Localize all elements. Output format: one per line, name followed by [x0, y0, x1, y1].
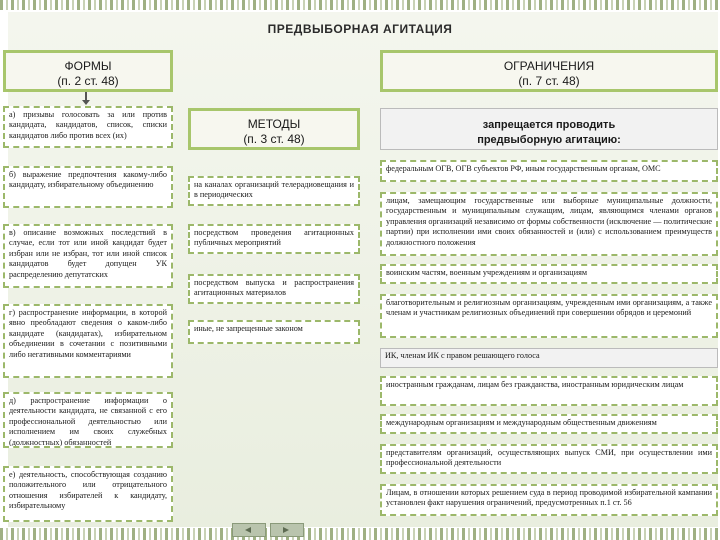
method-item-1: на каналах организаций телерадиовещания и в периодических [188, 176, 360, 206]
form-item-f: е) деятельность, способствующая созданию положительного или отрицательного отношения избирателей к кандидату, избирательному [3, 466, 173, 522]
methods-header [188, 108, 360, 150]
methods-header-title: МЕТОДЫ [247, 117, 301, 131]
restriction-item-7: международным организациям и международным общественным движениям [380, 414, 718, 434]
form-item-b: б) выражение предпочтения какому-либо кандидату, избирательному объединению [3, 166, 173, 208]
arrow-right-icon[interactable] [270, 523, 304, 537]
form-item-a: а) призывы голосовать за или против кандидата, кандидатов, список, списки кандидатов либо против всех (их) [3, 106, 173, 148]
restriction-item-2: лицам, замещающим государственные или выборные муниципальные должности, государственным и муниципальным служащим, лицам, являющимся членами органов управления организаций независимо от формы собственности (исключение — политические партии) при исполнении ими своих обязанностей и (или) с использованием преимуществ должностного положения [380, 192, 718, 256]
forms-header [3, 50, 173, 92]
forms-header-title: ФОРМЫ [64, 59, 112, 73]
arrow-head-icon [82, 100, 90, 105]
restriction-item-6: иностранным гражданам, лицам без гражданства, иностранным юридическим лицам [380, 376, 718, 406]
method-item-4: иные, не запрещенные законом [188, 320, 360, 344]
form-item-d: г) распространение информации, в которой явно преобладают сведения о каком-либо кандидате (кандидатах), избирательном объединении в сочетании с позитивными либо негативными комментариями [3, 304, 173, 378]
method-item-2: посредством проведения агитационных публичных мероприятий [188, 224, 360, 254]
prohibited-header [380, 108, 718, 150]
form-item-e: д) распространение информации о деятельности кандидата, не связанной с его профессиональной деятельностью или исполнением им своих служебных (должностных) обязанностей [3, 392, 173, 448]
prohibited-header-line1: запрещается проводить [482, 119, 616, 131]
method-item-3: посредством выпуска и распространения агитационных материалов [188, 274, 360, 304]
restriction-item-8: представителям организаций, осуществляющих выпуск СМИ, при осуществлении ими профессиональной деятельности [380, 444, 718, 474]
restriction-item-9: Лицам, в отношении которых решением суда в период проводимой избирательной кампании установлен факт нарушения ограничений, предусмотренных п.1 ст. 56 [380, 484, 718, 516]
bottom-decorative-stripes [0, 528, 720, 540]
form-item-c: в) описание возможных последствий в случае, если тот или иной кандидат будет избран или не избран, тот или иной список кандидатов будет допущен УК распределению депутатских [3, 224, 173, 288]
top-decorative-stripes [0, 0, 720, 10]
restrictions-header [380, 50, 718, 92]
restrictions-header-ref: (п. 7 ст. 48) [518, 74, 580, 88]
arrow-left-icon[interactable] [232, 523, 266, 537]
restriction-item-3: воинским частям, военным учреждениям и организациям [380, 264, 718, 284]
restriction-item-5: ИК, членам ИК с правом решающего голоса [380, 348, 718, 368]
restrictions-header-title: ОГРАНИЧЕНИЯ [503, 59, 595, 73]
prohibited-header-line2: предвыборную агитацию: [477, 134, 621, 146]
slide-title: ПРЕДВЫБОРНАЯ АГИТАЦИЯ [267, 22, 453, 36]
forms-header-ref: (п. 2 ст. 48) [57, 74, 119, 88]
methods-header-ref: (п. 3 ст. 48) [243, 132, 305, 146]
restriction-item-4: благотворительным и религиозным организациям, учрежденным ими организациям, а также членам и участникам религиозных объединений при совершении обрядов и церемоний [380, 294, 718, 338]
restriction-item-1: федеральным ОГВ, ОГВ субъектов РФ, иным государственным органам, ОМС [380, 160, 718, 182]
